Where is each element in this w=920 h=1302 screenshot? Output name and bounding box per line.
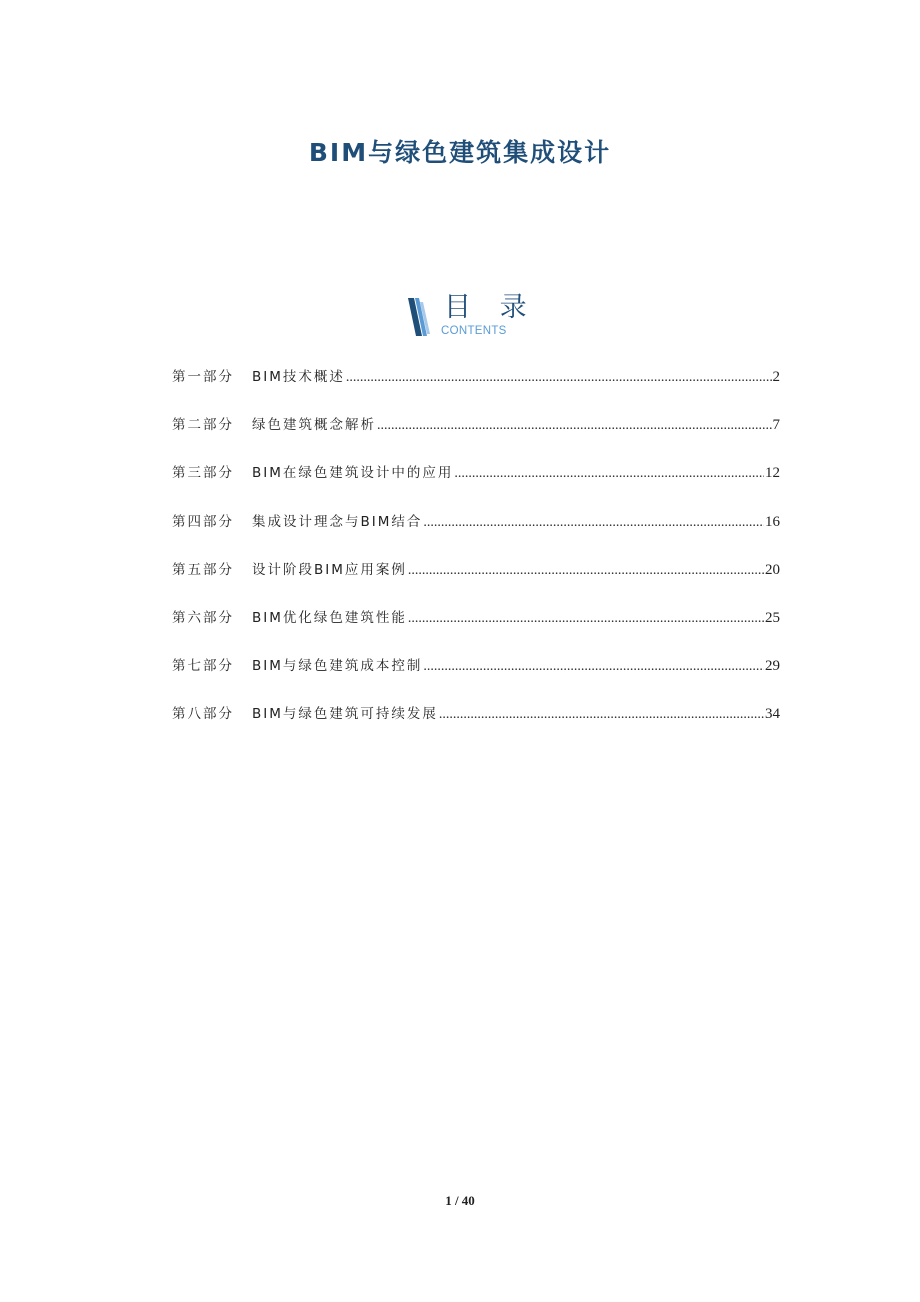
toc-entry-part: 第八部分: [172, 706, 234, 723]
toc-dot-leader: [408, 605, 764, 633]
toc-entry-part: 第四部分: [172, 513, 234, 530]
toc-entry-part: 第七部分: [172, 658, 234, 675]
toc-dot-leader: [377, 412, 772, 440]
toc-entry-page: 20: [765, 561, 780, 578]
toc-entry[interactable]: [172, 700, 780, 748]
toc-entry-part: 第六部分: [172, 609, 234, 626]
toc-entry-page: 29: [765, 658, 780, 675]
toc-entry[interactable]: [172, 459, 780, 507]
toc-subheading: CONTENTS: [441, 325, 507, 337]
toc-entry-page: 25: [765, 609, 780, 626]
toc-entry-title: BIM与绿色建筑可持续发展: [252, 706, 438, 723]
toc-entry[interactable]: [172, 556, 780, 604]
toc-entry-page: 7: [772, 417, 780, 434]
toc-entry[interactable]: [172, 652, 780, 700]
toc-entry-part: 第五部分: [172, 561, 234, 578]
toc-entry-page: 16: [765, 513, 780, 530]
toc-header: [406, 292, 537, 340]
toc-entry-title: BIM在绿色建筑设计中的应用: [252, 465, 454, 482]
toc-entry-title: 集成设计理念与BIM结合: [252, 513, 423, 530]
toc-heading: 目 录: [444, 292, 537, 323]
table-of-contents: [172, 363, 780, 749]
toc-entry-page: 34: [765, 706, 780, 723]
toc-entry-part: 第一部分: [172, 369, 234, 385]
toc-entry-title: BIM优化绿色建筑性能: [252, 609, 407, 626]
toc-dot-leader: [423, 653, 764, 681]
toc-dot-leader: [423, 509, 764, 537]
toc-entry[interactable]: [172, 508, 780, 556]
toc-entry-title: 绿色建筑概念解析: [252, 417, 376, 434]
toc-entry-title: BIM与绿色建筑成本控制: [252, 658, 423, 675]
toc-entry[interactable]: [172, 411, 780, 459]
toc-entry-title: 设计阶段BIM应用案例: [252, 561, 407, 578]
toc-dot-leader: [439, 701, 764, 729]
toc-entry[interactable]: [172, 604, 780, 652]
toc-entry-part: 第二部分: [172, 417, 234, 434]
toc-entry-title: BIM技术概述: [252, 369, 345, 385]
toc-entry-page: 12: [765, 465, 780, 482]
contents-stripe-icon: [406, 298, 432, 338]
document-title: BIM与绿色建筑集成设计: [308, 137, 612, 167]
toc-dot-leader: [346, 364, 772, 392]
toc-entry[interactable]: [172, 363, 780, 411]
page-number: 1 / 40: [445, 1193, 475, 1208]
toc-entry-part: 第三部分: [172, 465, 234, 482]
toc-dot-leader: [454, 460, 764, 488]
toc-dot-leader: [408, 557, 764, 585]
toc-entry-page: 2: [772, 369, 780, 385]
